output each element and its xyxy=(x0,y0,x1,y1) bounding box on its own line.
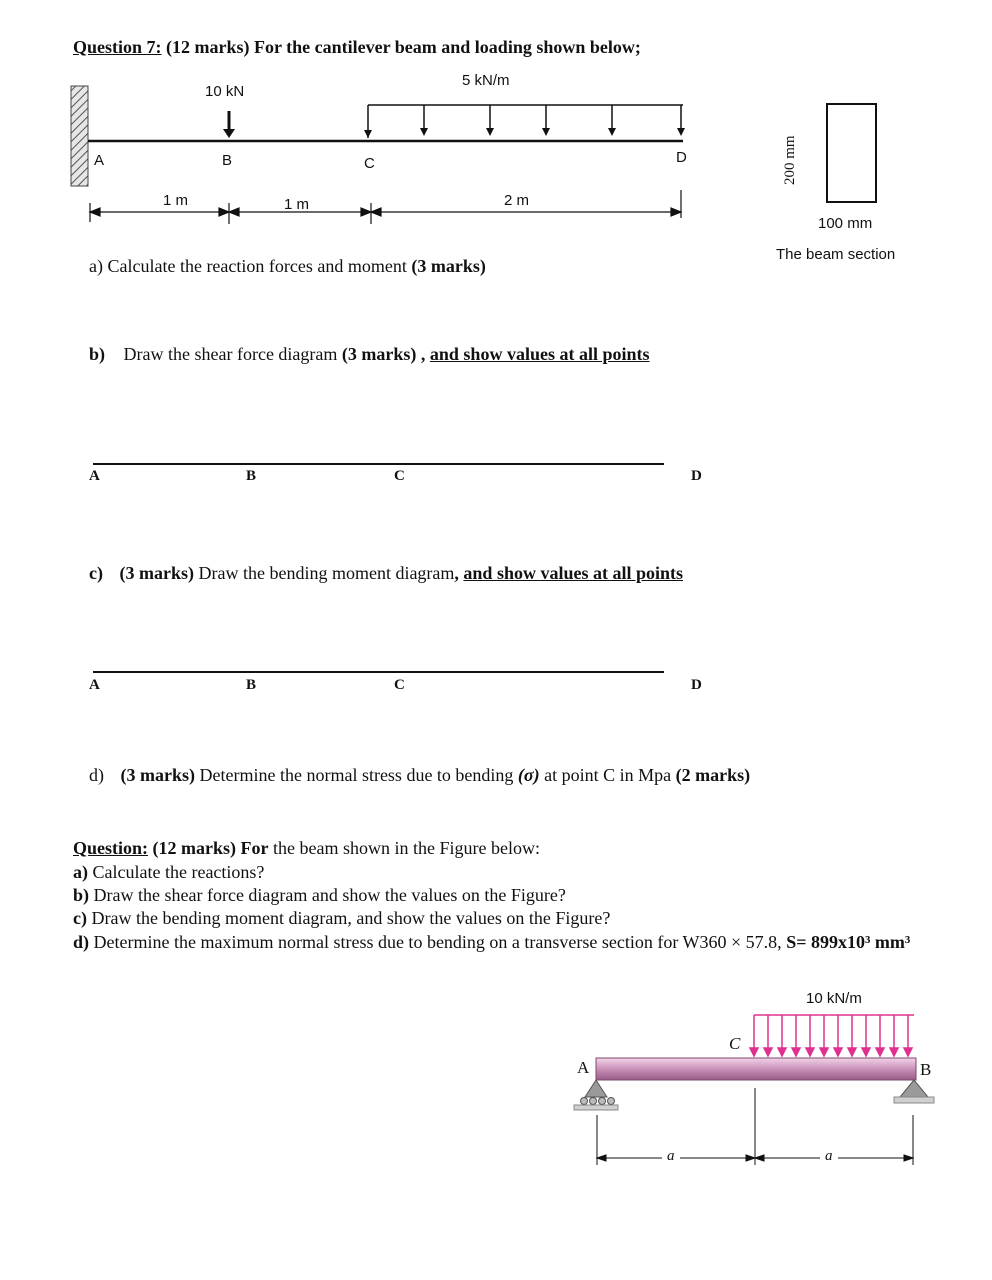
dist-load-label: 5 kN/m xyxy=(462,72,510,89)
q7-part-a-prefix: a) Calculate the reaction forces and moment xyxy=(89,256,412,276)
bmd-point-c: C xyxy=(394,677,405,693)
q7-part-c xyxy=(89,563,683,584)
q8-roller-support xyxy=(574,1080,618,1110)
q8-pin-support xyxy=(894,1080,934,1103)
q8-part-b-text: Draw the shear force diagram and show the values on the Figure? xyxy=(89,885,566,905)
point-load-arrow xyxy=(223,111,235,138)
q8-dim-a1: a xyxy=(667,1148,675,1164)
q7-part-d-label: d) xyxy=(89,765,104,785)
sfd-point-a: A xyxy=(89,468,100,484)
q8-part-a-label: a) xyxy=(73,862,88,882)
q7-part-b-emph: and show values at all points xyxy=(429,344,650,364)
point-d-label: D xyxy=(676,149,687,166)
q7-part-d-sigma: (σ) xyxy=(517,765,540,785)
bmd-baseline xyxy=(0,663,992,683)
q8-point-c: C xyxy=(729,1034,741,1053)
q7-part-c-text: Draw the bending moment diagram xyxy=(193,563,455,583)
beam-section-rect xyxy=(827,104,876,202)
dim-ab-label: 1 m xyxy=(163,192,189,209)
q8-title xyxy=(73,838,540,859)
q7-part-a xyxy=(89,256,486,277)
q8-distributed-load xyxy=(750,1015,914,1056)
q8-title-rest: the beam shown in the Figure below: xyxy=(268,838,540,858)
q7-part-d-text: Determine the normal stress due to bending xyxy=(195,765,518,785)
point-a-label: A xyxy=(94,152,105,169)
q8-part-d-s: S= 899x10³ mm³ xyxy=(786,932,911,952)
q8-part-c-label: c) xyxy=(73,908,87,928)
q7-title-prefix: Question 7: xyxy=(73,37,162,57)
q7-part-b-marks: (3 marks) xyxy=(341,344,417,364)
q7-part-c-marks: (3 marks) xyxy=(119,563,194,583)
q8-part-b xyxy=(73,885,566,906)
point-c-label: C xyxy=(364,155,375,172)
q8-dimension-lines xyxy=(597,1088,913,1165)
point-b-label: B xyxy=(222,152,233,169)
q7-title-rest: (12 marks) For the cantilever beam and loading shown below; xyxy=(161,37,641,57)
q8-point-a: A xyxy=(577,1058,590,1077)
q8-part-d-label: d) xyxy=(73,932,90,952)
q7-part-b-sep: , xyxy=(416,344,430,364)
q7-part-c-label: c) xyxy=(89,563,103,583)
distributed-load xyxy=(364,105,685,138)
q8-part-a-text: Calculate the reactions? xyxy=(88,862,265,882)
sfd-point-b: B xyxy=(246,468,257,484)
q7-part-d xyxy=(89,765,750,786)
q8-title-marks: (12 marks) xyxy=(148,838,241,858)
q8-part-b-label: b) xyxy=(73,885,90,905)
q7-part-c-sep: , xyxy=(454,563,464,583)
sfd-point-d: D xyxy=(691,468,702,484)
q8-beam xyxy=(596,1058,916,1080)
q8-dim-a2: a xyxy=(825,1148,833,1164)
q7-part-b-label: b) xyxy=(89,344,106,364)
q7-part-d-text2: at point C in Mpa xyxy=(539,765,676,785)
q8-title-prefix: Question: xyxy=(73,838,149,858)
q7-part-b-text: Draw the shear force diagram xyxy=(123,344,342,364)
q8-title-for: For xyxy=(240,838,269,858)
dim-cd-label: 2 m xyxy=(504,192,530,209)
point-load-label: 10 kN xyxy=(205,83,245,100)
q7-part-c-emph: and show values at all points xyxy=(463,563,683,583)
q8-part-c xyxy=(73,908,610,929)
section-height-label: 200 mm xyxy=(782,135,798,185)
bmd-point-a: A xyxy=(89,677,100,693)
q8-part-c-text: Draw the bending moment diagram, and show the values on the Figure? xyxy=(86,908,611,928)
q8-load-label: 10 kN/m xyxy=(806,990,862,1007)
q7-part-d-marks: (3 marks) xyxy=(120,765,195,785)
q8-part-d xyxy=(73,932,910,953)
q8-part-d-text: Determine the maximum normal stress due to bending on a transverse section for W360 × 57.8, xyxy=(89,932,787,952)
q7-part-d-marks2: (2 marks) xyxy=(675,765,751,785)
q7-part-a-marks: (3 marks) xyxy=(411,256,486,276)
bmd-point-d: D xyxy=(691,677,702,693)
bmd-point-b: B xyxy=(246,677,257,693)
dim-bc-label: 1 m xyxy=(284,196,310,213)
sfd-point-c: C xyxy=(394,468,405,484)
section-caption: The beam section xyxy=(776,246,896,263)
section-width-label: 100 mm xyxy=(818,215,873,232)
q7-part-b xyxy=(89,344,649,365)
q8-point-b: B xyxy=(920,1060,932,1079)
q8-part-a xyxy=(73,862,264,883)
sfd-baseline xyxy=(0,455,992,475)
fixed-support xyxy=(71,86,88,186)
